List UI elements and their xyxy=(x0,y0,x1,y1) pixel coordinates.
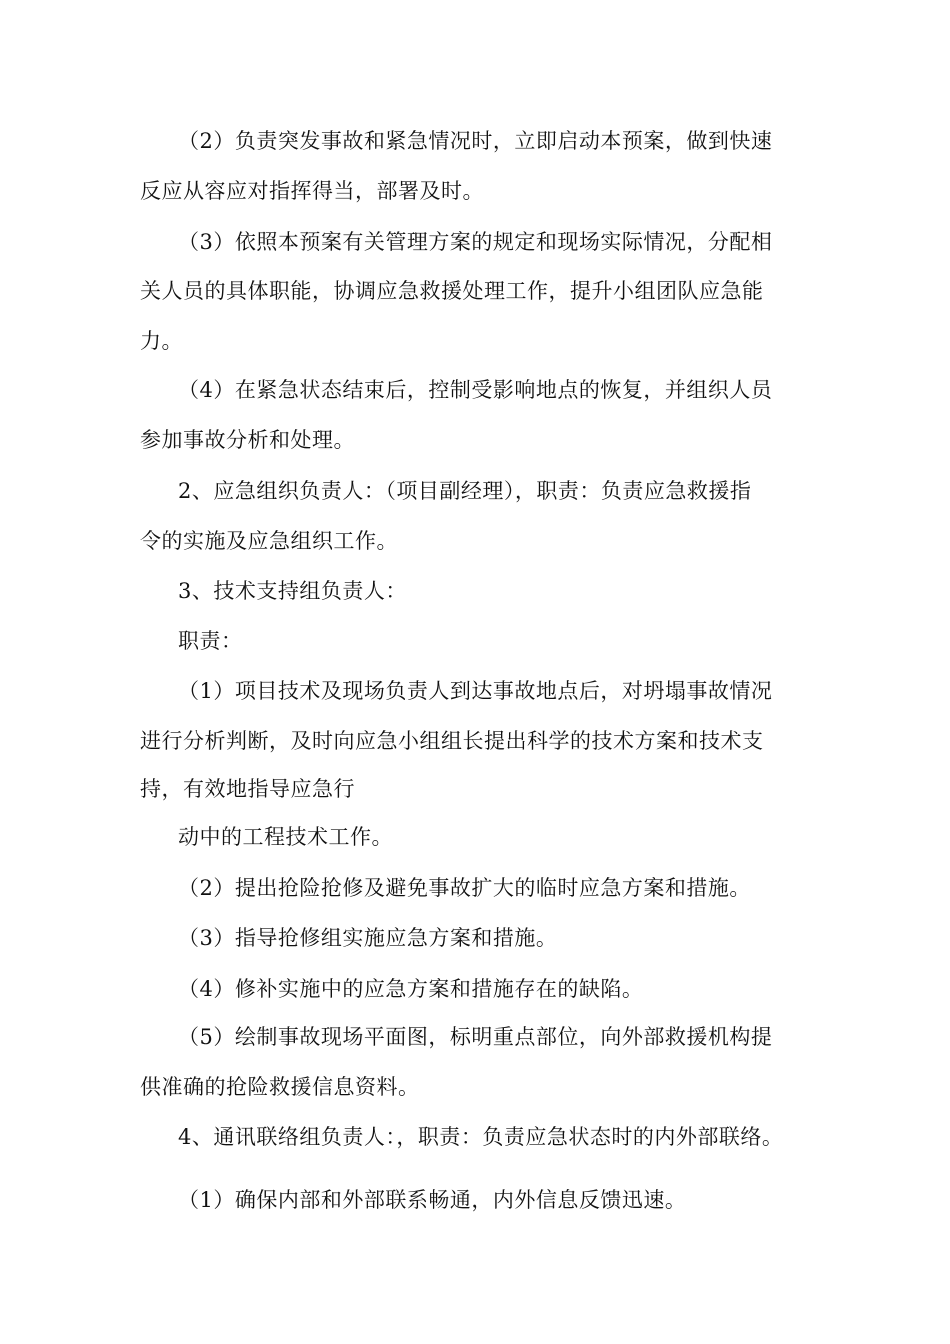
paragraph-line: （2）负责突发事故和紧急情况时，立即启动本预案，做到快速 xyxy=(178,129,773,153)
paragraph-line: 持，有效地指导应急行 xyxy=(140,777,355,801)
paragraph-line: 3、技术支持组负责人： xyxy=(178,579,407,603)
paragraph-line: 参加事故分析和处理。 xyxy=(140,428,355,452)
paragraph-line: 关人员的具体职能，协调应急救援处理工作，提升小组团队应急能 xyxy=(140,279,764,303)
paragraph-line: （1）项目技术及现场负责人到达事故地点后，对坍塌事故情况 xyxy=(178,679,773,703)
paragraph-line: 反应从容应对指挥得当，部署及时。 xyxy=(140,179,484,203)
paragraph-line: 动中的工程技术工作。 xyxy=(178,825,393,849)
paragraph-line: 进行分析判断，及时向应急小组组长提出科学的技术方案和技术支 xyxy=(140,729,764,753)
paragraph-line: 令的实施及应急组织工作。 xyxy=(140,529,398,553)
paragraph-line: （5）绘制事故现场平面图，标明重点部位，向外部救援机构提 xyxy=(178,1025,773,1049)
paragraph-line: 力。 xyxy=(140,329,183,353)
paragraph-line: （4）修补实施中的应急方案和措施存在的缺陷。 xyxy=(178,977,644,1001)
paragraph-line: （4）在紧急状态结束后，控制受影响地点的恢复，并组织人员 xyxy=(178,378,773,402)
paragraph-line: （3）依照本预案有关管理方案的规定和现场实际情况，分配相 xyxy=(178,230,773,254)
paragraph-line: 4、通讯联络组负责人：，职责：负责应急状态时的内外部联络。 xyxy=(178,1125,784,1149)
paragraph-line: （2）提出抢险抢修及避免事故扩大的临时应急方案和措施。 xyxy=(178,876,751,900)
paragraph-line: （1）确保内部和外部联系畅通，内外信息反馈迅速。 xyxy=(178,1188,687,1212)
paragraph-line: 职责： xyxy=(178,629,243,653)
paragraph-line: （3）指导抢修组实施应急方案和措施。 xyxy=(178,926,558,950)
paragraph-line: 2、应急组织负责人：（项目副经理），职责：负责应急救援指 xyxy=(178,479,752,503)
paragraph-line: 供准确的抢险救援信息资料。 xyxy=(140,1075,420,1099)
